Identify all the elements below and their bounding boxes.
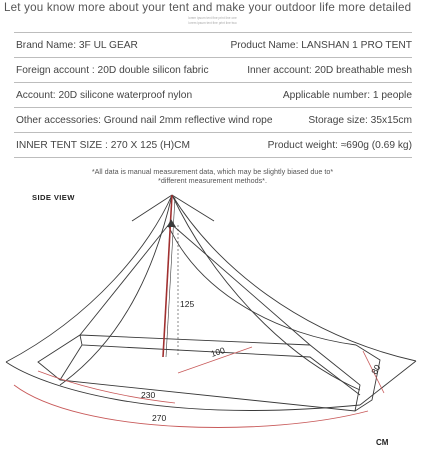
product-name: Product Name: LANSHAN 1 PRO TENT xyxy=(230,39,412,51)
spec-row xyxy=(16,34,412,56)
account: Account: 20D silicone waterproof nylon xyxy=(16,89,193,101)
spec-row xyxy=(16,59,412,81)
spec-row xyxy=(16,109,412,131)
base-dimension xyxy=(38,371,175,403)
measurement-note: *different measurement methods*. xyxy=(158,176,267,185)
divider xyxy=(14,57,412,58)
end-dimension xyxy=(363,351,384,393)
unit-label: CM xyxy=(376,438,389,447)
brand-name: Brand Name: 3F UL GEAR xyxy=(16,39,138,51)
end-label: 80 xyxy=(369,362,383,376)
length-label: 270 xyxy=(152,413,167,423)
inner-tent-size: INNER TENT SIZE : 270 X 125 (H)CM xyxy=(16,139,190,151)
foreign-account: Foreign account : 20D double silicon fabric xyxy=(16,64,209,76)
divider xyxy=(14,157,412,158)
product-weight: Product weight: ≈690g (0.69 kg) xyxy=(267,139,412,151)
measurement-note: *All data is manual measurement data, which may be slightly biased due to* xyxy=(91,167,334,176)
length-dimension xyxy=(14,385,368,427)
tent-diagram xyxy=(0,185,425,437)
trekking-pole xyxy=(163,195,176,357)
storage-size: Storage size: 35x15cm xyxy=(308,114,412,126)
spec-row xyxy=(16,84,412,106)
height-label: 125 xyxy=(180,299,195,309)
width-dimension xyxy=(178,345,252,373)
width-label: 100 xyxy=(209,345,227,359)
side-view-label: SIDE VIEW xyxy=(32,193,75,202)
fine-print-line: lorem ipsum text fine print line two xyxy=(188,21,237,25)
inner-account: Inner account: 20D breathable mesh xyxy=(247,64,412,76)
base-label: 230 xyxy=(141,390,156,400)
tent-outline xyxy=(6,195,416,411)
divider xyxy=(14,82,412,83)
divider xyxy=(14,107,412,108)
fine-print-line: lorem ipsum text fine print line one xyxy=(188,16,237,20)
divider xyxy=(14,32,412,33)
headline: Let you know more about your tent and make your outdoor life more detailed xyxy=(4,1,412,14)
spec-row xyxy=(16,134,412,156)
divider xyxy=(14,132,412,133)
other-accessories: Other accessories: Ground nail 2mm reflective wind rope xyxy=(16,114,273,126)
height-dimension xyxy=(178,225,194,357)
applicable-number: Applicable number: 1 people xyxy=(282,89,412,101)
